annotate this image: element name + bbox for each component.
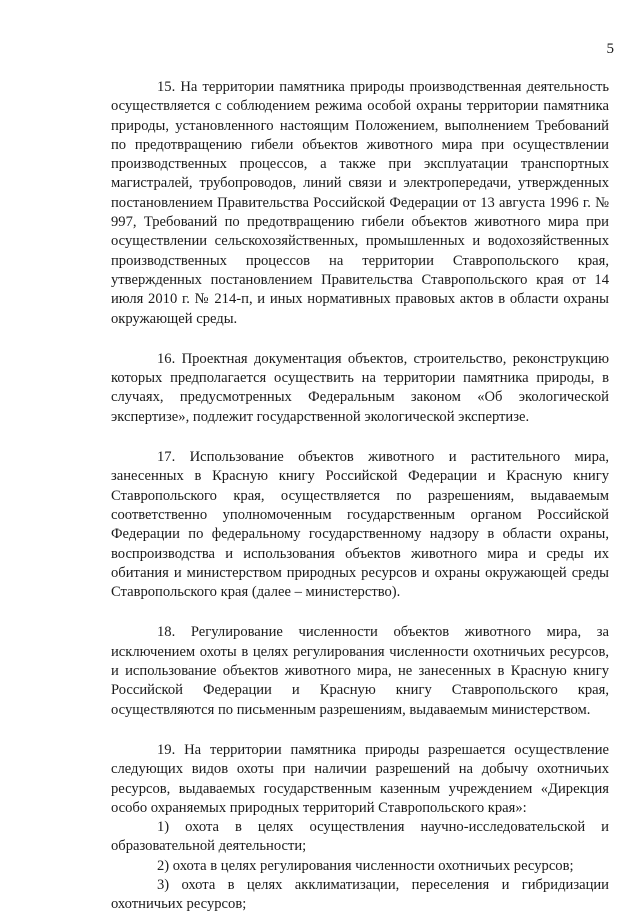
clause-17: 17. Использование объектов животного и растительного мира, занесенных в Красную книгу Российской Федерации и Красную книгу Ставропольского края, осуществляется по разрешениям, выдаваемым соответственно уполномоченным государственным органом Российской Федерации по федеральному государственному надзору в области охраны, воспроизводства и использования объектов животного мира и среды их обитания и министерством природных ресурсов и охраны окружающей среды Ставропольского края (далее – министерство).: [111, 449, 609, 601]
document-body: [111, 78, 609, 915]
clause-16: 16. Проектная документация объектов, строительство, реконструкцию которых предполагается осуществить на территории памятника природы, в случаях, предусмотренных Федеральным законом «Об экологической экспертизе», подлежит государственной экологической экспертизе.: [111, 350, 609, 425]
clause-15: 15. На территории памятника природы производственная деятельность осуществляется с соблюдением режима особой охраны территории памятника природы, установленного настоящим Положением, выполнением Требований по предотвращению гибели объектов животного мира при осуществлении производственных процессов, а также при эксплуатации транспортных магистралей, трубопроводов, линий связи и электропередачи, утвержденных постановлением Правительства Российской Федерации от 13 августа 1996 г. № 997, Требований по предотвращению гибели объектов животного мира при осуществлении сельскохозяйственных, промышленных и водохозяйственных производственных процессов на территории Ставропольского края, утвержденных постановлением Правительства Ставропольского края от 14 июля 2010 г. № 214-п, и иных нормативных правовых актов в области охраны окружающей среды.: [111, 79, 609, 327]
hunting-type-item: 1) охота в целях осуществления научно-исследовательской и образовательной деятельности;: [111, 819, 609, 855]
hunting-type-item: 3) охота в целях акклиматизации, переселения и гибридизации охотничьих ресурсов;: [111, 876, 609, 913]
page-number: 5: [606, 41, 614, 57]
clause-19: 19. На территории памятника природы разрешается осуществление следующих видов охоты при наличии разрешений на добычу охотничьих ресурсов, выдаваемых государственным казенным учреждением «Дирекция особо охраняемых природных территорий Ставропольского края»:: [111, 741, 609, 816]
hunting-type-item: 2) охота в целях регулирования численности охотничьих ресурсов;: [157, 857, 574, 874]
clause-18: 18. Регулирование численности объектов животного мира, за исключением охоты в целях регулирования численности охотничьих ресурсов, и использование объектов животного мира, не занесенных в Красную книгу Российской Федерации и Красную книгу Ставропольского края, осуществляются по письменным разрешениям, выдаваемым министерством.: [111, 624, 609, 718]
hunting-types-list: [111, 818, 609, 914]
